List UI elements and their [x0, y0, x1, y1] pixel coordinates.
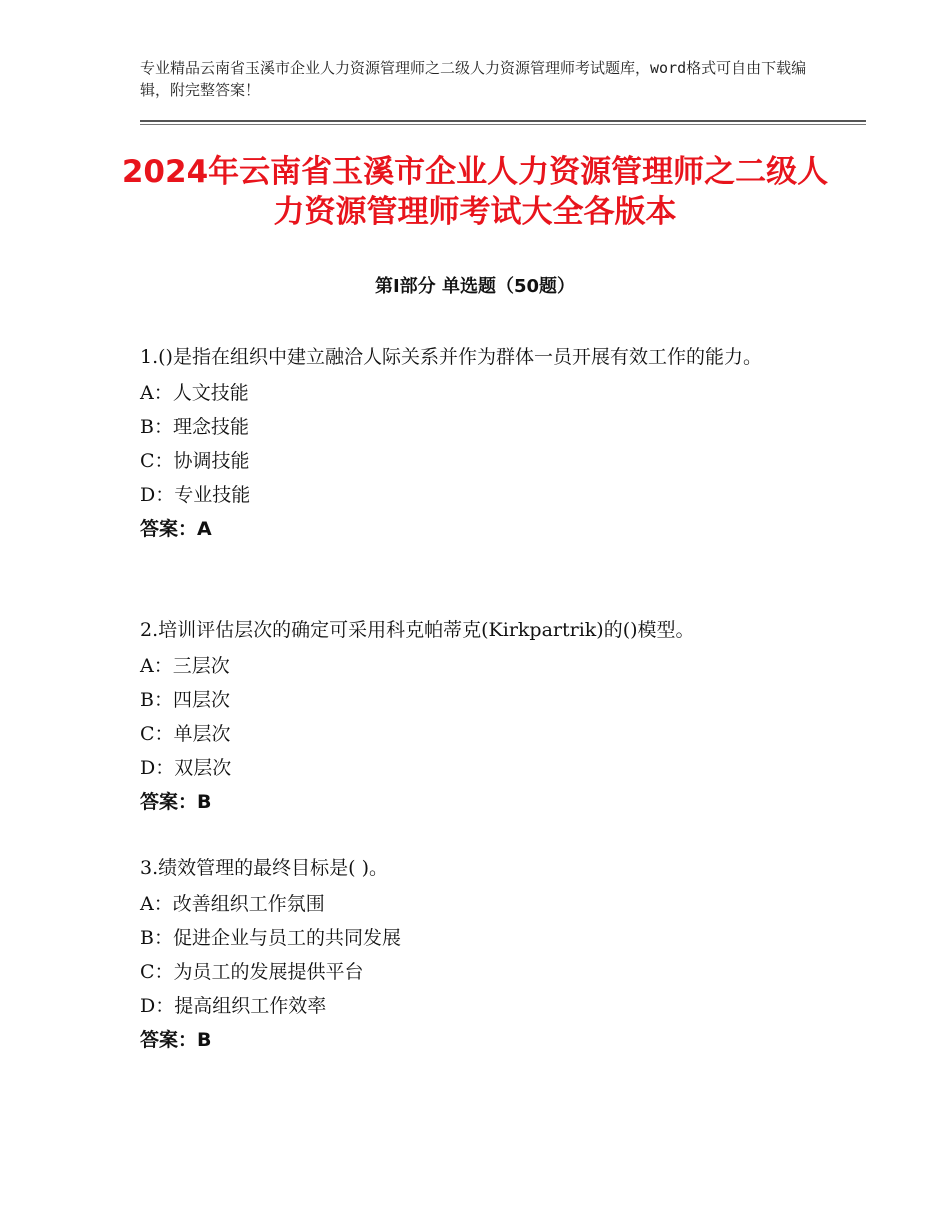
- answer-label: 答案：B: [140, 1029, 212, 1051]
- option-c: C：单层次: [140, 723, 231, 745]
- option-c: C：协调技能: [140, 450, 250, 472]
- answer-label: 答案：A: [140, 518, 212, 540]
- option-d: D：提高组织工作效率: [140, 995, 327, 1017]
- option-d: D：双层次: [140, 757, 232, 779]
- option-a: A：改善组织工作氛围: [140, 893, 325, 915]
- question-text: 2.培训评估层次的确定可采用科克帕蒂克(Kirkpartrik)的()模型。: [140, 619, 695, 641]
- question-3: [140, 853, 830, 1057]
- header-note: 专业精品云南省玉溪市企业人力资源管理师之二级人力资源管理师考试题库，word格式可自由下载编辑，附完整答案！: [140, 59, 807, 99]
- option-a: A：三层次: [140, 655, 230, 677]
- option-c: C：为员工的发展提供平台: [140, 961, 364, 983]
- question-text: 1.()是指在组织中建立融洽人际关系并作为群体一员开展有效工作的能力。: [140, 346, 762, 368]
- option-a: A：人文技能: [140, 382, 249, 404]
- option-b: B：理念技能: [140, 416, 249, 438]
- option-b: B：促进企业与员工的共同发展: [140, 927, 401, 949]
- question-2: [140, 615, 830, 819]
- answer-label: 答案：B: [140, 791, 212, 813]
- header-divider: [140, 120, 866, 125]
- option-d: D：专业技能: [140, 484, 251, 506]
- section-heading: 第Ⅰ部分 单选题（50题）: [374, 276, 575, 297]
- question-1: [140, 342, 830, 546]
- document-title: 2024年云南省玉溪市企业人力资源管理师之二级人力资源管理师考试大全各版本: [121, 154, 829, 230]
- option-b: B：四层次: [140, 689, 230, 711]
- question-text: 3.绩效管理的最终目标是( )。: [140, 857, 388, 879]
